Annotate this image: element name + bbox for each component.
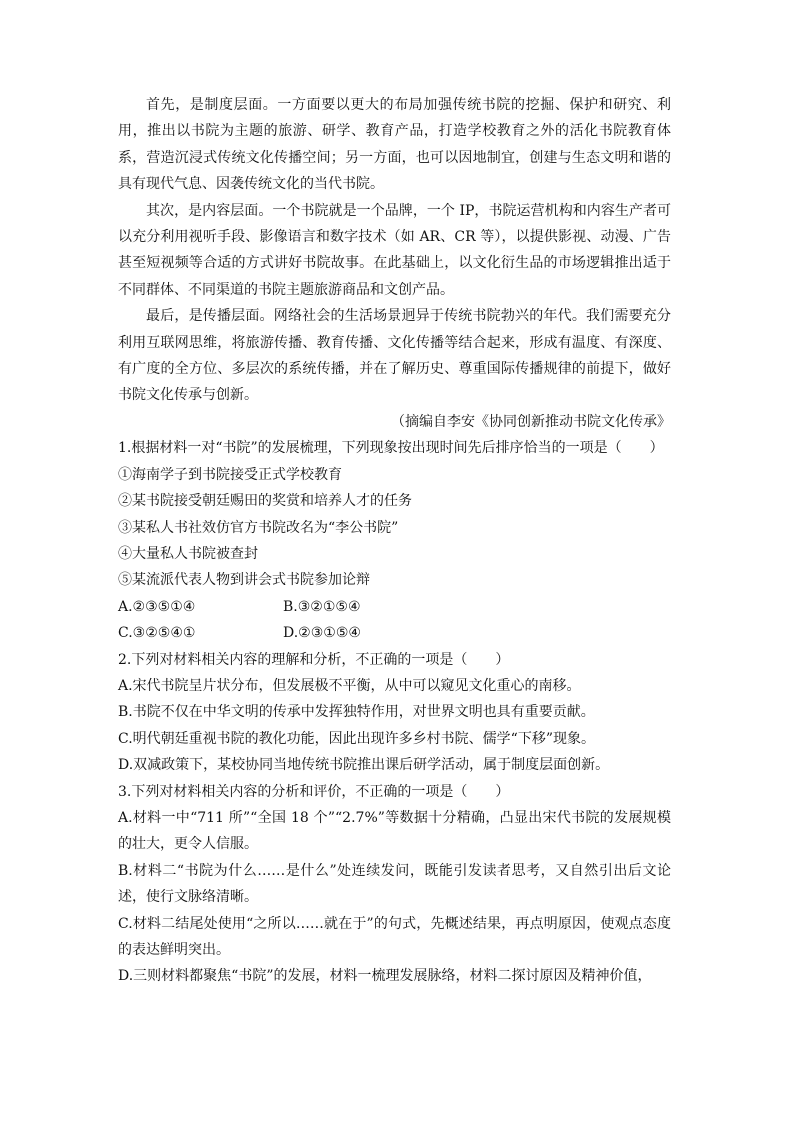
question-3-option-d[interactable]: D.三则材料都聚焦“书院”的发展，材料一梳理发展脉络，材料二探讨原因及精神价值， <box>118 968 652 985</box>
question-3-option-c[interactable]: C.材料二结尾处使用“之所以……就在于”的句式，先概述结果，再点明原因，使观点态度的表达鲜明突出。 <box>118 915 671 958</box>
question-1-option-a[interactable]: A.②③⑤①④ <box>118 598 196 615</box>
question-1-option-c[interactable]: C.③②⑤④① <box>118 625 196 642</box>
question-1-item-3: ③某私人书社效仿官方书院改名为“李公书院” <box>118 519 399 536</box>
question-1-item-2: ②某书院接受朝廷赐田的奖赏和培养人才的任务 <box>118 493 412 510</box>
question-3-stem: 3.下列对材料相关内容的分析和评价，不正确的一项是（ ） <box>118 783 510 800</box>
question-1-option-d[interactable]: D.②③①⑤④ <box>283 625 361 642</box>
document-page <box>118 92 671 990</box>
question-2 <box>118 647 671 779</box>
question-1-item-4: ④大量私人书院被查封 <box>118 545 258 562</box>
question-1-item-5: ⑤某流派代表人物到讲会式书院参加论辩 <box>118 572 370 589</box>
question-2-option-a[interactable]: A.宋代书院呈片状分布，但发展极不平衡，从中可以窥见文化重心的南移。 <box>118 677 581 694</box>
question-1 <box>118 435 671 646</box>
passage-source: （摘编自李安《协同创新推动书院文化传承》 <box>391 413 671 430</box>
question-3 <box>118 779 671 990</box>
question-2-option-d[interactable]: D.双减政策下，某校协同当地传统书院推出课后研学活动，属于制度层面创新。 <box>118 757 610 774</box>
question-1-stem: 1.根据材料一对“书院”的发展梳理，下列现象按出现时间先后排序恰当的一项是（ ） <box>118 440 664 457</box>
question-1-option-b[interactable]: B.③②①⑤④ <box>283 598 361 615</box>
question-1-options-row-2 <box>118 620 671 646</box>
question-2-option-c[interactable]: C.明代朝廷重视书院的教化功能，因此出现许多乡村书院、儒学“下移”现象。 <box>118 730 595 747</box>
question-1-item-1: ①海南学子到书院接受正式学校教育 <box>118 466 342 483</box>
question-3-option-b[interactable]: B.材料二“书院为什么……是什么”处连续发问，既能引发读者思考，又自然引出后文论述，使行文脉络清晰。 <box>118 862 671 906</box>
question-1-options-row-1 <box>118 594 671 620</box>
question-2-option-b[interactable]: B.书院不仅在中华文明的传承中发挥独特作用，对世界文明也具有重要贡献。 <box>118 704 595 721</box>
passage-paragraph-content: 其次，是内容层面。一个书院就是一个品牌，一个 IP，书院运营机构和内容生产者可以充分利用视听手段、影像语言和数字技术（如 AR、CR 等），以提供影视、动漫、广告甚至短视频等合适的方式讲好书院故事。在此基础上，以文化衍生品的市场逻辑推出适于不同群体、不同渠道的书院主题旅游商品和文创产品。 <box>118 202 671 298</box>
passage-paragraph-institution: 首先，是制度层面。一方面要以更大的布局加强传统书院的挖掘、保护和研究、利用，推出以书院为主题的旅游、研学、教育产品，打造学校教育之外的活化书院教育体系，营造沉浸式传统文化传播空间；另一方面，也可以因地制宜，创建与生态文明和谐的具有现代气息、因袭传统文化的当代书院。 <box>118 97 671 193</box>
question-2-stem: 2.下列对材料相关内容的理解和分析，不正确的一项是（ ） <box>118 651 510 668</box>
question-3-option-a[interactable]: A.材料一中“711 所”“全国 18 个”“2.7%”等数据十分精确，凸显出宋代书院的发展规模的壮大，更令人信服。 <box>118 809 671 853</box>
passage-paragraph-communication: 最后，是传播层面。网络社会的生活场景迥异于传统书院勃兴的年代。我们需要充分利用互联网思维，将旅游传播、教育传播、文化传播等结合起来，形成有温度、有深度、有广度的全方位、多层次的系统传播，并在了解历史、尊重国际传播规律的前提下，做好书院文化传承与创新。 <box>118 308 671 404</box>
